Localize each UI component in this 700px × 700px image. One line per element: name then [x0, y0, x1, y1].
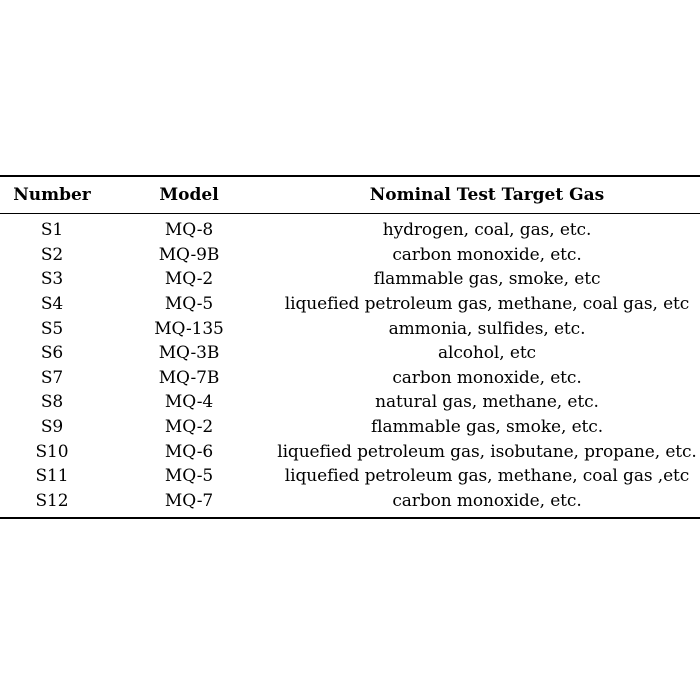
cell-number: S3 — [40, 269, 64, 290]
table-row — [0, 489, 700, 519]
cell-gas: flammable gas, smoke, etc — [373, 269, 601, 290]
table-row — [0, 439, 700, 464]
cell-model: MQ-5 — [164, 294, 214, 315]
table-row — [0, 292, 700, 317]
cell-model: MQ-8 — [164, 220, 214, 241]
table-row — [0, 316, 700, 341]
cell-number: S7 — [40, 367, 64, 388]
cell-model: MQ-6 — [164, 441, 214, 462]
cell-gas: liquefied petroleum gas, methane, coal gas, etc — [284, 294, 690, 315]
cell-gas: hydrogen, coal, gas, etc. — [382, 220, 592, 241]
table-row — [0, 243, 700, 268]
cell-model: MQ-7B — [158, 367, 220, 388]
table-row — [0, 214, 700, 243]
sensor-table-container — [0, 175, 700, 519]
cell-gas: liquefied petroleum gas, isobutane, propane, etc. — [277, 441, 697, 462]
cell-gas: flammable gas, smoke, etc. — [370, 417, 604, 438]
cell-number: S2 — [40, 244, 64, 265]
cell-model: MQ-2 — [164, 417, 214, 438]
cell-model: MQ-135 — [154, 318, 224, 339]
table-row — [0, 415, 700, 440]
cell-gas: carbon monoxide, etc. — [392, 490, 582, 511]
table-row — [0, 390, 700, 415]
cell-number: S4 — [40, 294, 64, 315]
cell-number: S8 — [40, 392, 64, 413]
cell-number: S12 — [35, 490, 69, 511]
cell-gas: liquefied petroleum gas, methane, coal gas ,etc — [284, 466, 690, 487]
cell-number: S1 — [40, 220, 64, 241]
cell-number: S11 — [35, 466, 69, 487]
cell-number: S9 — [40, 417, 64, 438]
table-row — [0, 366, 700, 391]
sensor-table — [0, 175, 700, 519]
cell-gas: carbon monoxide, etc. — [392, 244, 582, 265]
cell-model: MQ-4 — [164, 392, 214, 413]
cell-model: MQ-5 — [164, 466, 214, 487]
cell-model: MQ-9B — [158, 244, 220, 265]
cell-model: MQ-7 — [164, 490, 214, 511]
table-row — [0, 267, 700, 292]
cell-gas: alcohol, etc — [438, 343, 536, 364]
cell-number: S5 — [40, 318, 64, 339]
cell-model: MQ-2 — [164, 269, 214, 290]
header-gas: Nominal Test Target Gas — [369, 185, 605, 205]
table-header-row — [0, 176, 700, 214]
cell-gas: carbon monoxide, etc. — [392, 367, 582, 388]
cell-number: S10 — [35, 441, 69, 462]
header-number: Number — [13, 185, 91, 205]
cell-gas: ammonia, sulfides, etc. — [388, 318, 586, 339]
table-row — [0, 464, 700, 489]
cell-model: MQ-3B — [158, 343, 220, 364]
cell-gas: natural gas, methane, etc. — [375, 392, 599, 413]
table-row — [0, 341, 700, 366]
cell-number: S6 — [40, 343, 64, 364]
header-model: Model — [159, 185, 219, 205]
